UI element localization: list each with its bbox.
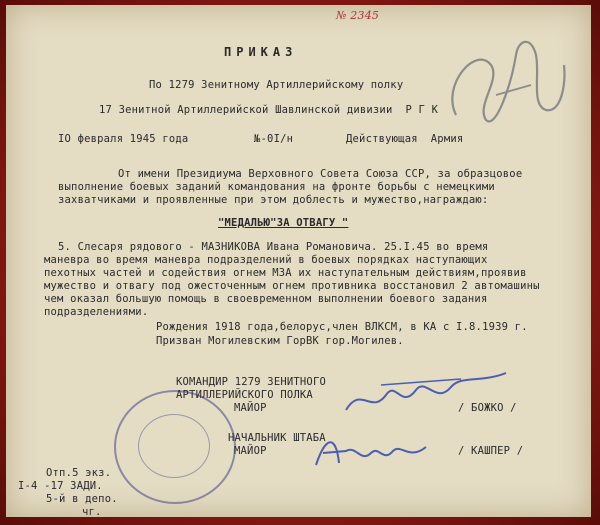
header-line2: 17 Зенитной Артиллерийской Шавлинской дивизии Р Г К	[99, 104, 439, 116]
document-page	[6, 5, 591, 517]
document-title: ПРИКАЗ	[224, 45, 298, 59]
initials-note: чг.	[82, 506, 102, 517]
commander-title-line1: КОМАНДИР 1279 ЗЕНИТНОГО	[176, 376, 326, 388]
official-seal	[114, 390, 236, 504]
award-para-line3: пехотных частей и содействия огнем МЗА их наступательным действиям,проявив	[44, 267, 527, 279]
award-para-line6: подразделениями.	[44, 306, 149, 318]
intro-line2: выполнение боевых заданий командования на фронте борьбы с немецкими	[58, 181, 495, 193]
birth-info: Рождения 1918 года,белорус,член ВЛКСМ, в КА с I.8.1939 г.	[156, 321, 528, 333]
commander-signature	[341, 365, 511, 420]
seal-emblem	[138, 414, 210, 478]
chief-of-staff-title: НАЧАЛЬНИК ШТАБА	[228, 432, 326, 444]
pencil-annotation	[436, 25, 576, 135]
award-para-line1: 5. Слесаря рядового - МАЗНИКОВА Ивана Романовича. 25.I.45 во время	[58, 241, 489, 253]
commander-title-line2: АРТИЛЛЕРИЙСКОГО ПОЛКА	[176, 389, 313, 401]
called-up-info: Призван Могилевским ГорВК гор.Могилев.	[156, 335, 404, 347]
archive-number: № 2345	[336, 9, 380, 22]
distribution-note: I-4 -17 ЗАДИ.	[18, 480, 103, 492]
header-line1: По 1279 Зенитному Артиллерийскому полку	[149, 79, 404, 91]
order-date: IO февраля 1945 года	[58, 133, 189, 145]
order-number: №-0I/н	[254, 133, 294, 145]
depot-note: 5-й в депо.	[46, 493, 118, 505]
intro-line3: захватчиками и проявленные при этом доблесть и мужество,награждаю:	[58, 194, 489, 206]
commander-rank: МАЙОР	[234, 402, 267, 414]
chief-of-staff-rank: МАЙОР	[234, 445, 267, 457]
medal-name: "МЕДАЛЬЮ"ЗА ОТВАГУ "	[218, 217, 349, 229]
chief-of-staff-name: / КАШПЕР /	[458, 445, 524, 457]
award-para-line2: маневра во время маневра подразделений в боевых порядках наступающих	[44, 254, 488, 266]
army-label: Действующая Армия	[346, 133, 464, 145]
intro-line1: От имени Президиума Верховного Совета Союза ССР, за образцовое	[118, 168, 523, 180]
chief-of-staff-signature	[311, 425, 431, 475]
copies-note: Отп.5 экз.	[46, 467, 112, 479]
commander-name: / БОЖКО /	[458, 402, 517, 414]
award-para-line4: мужество и отвагу под ожесточенным огнем противника восстановил 2 автомашины	[44, 280, 540, 292]
award-para-line5: чем оказал большую помощь в своевременном выполнении боевого задания	[44, 293, 488, 305]
